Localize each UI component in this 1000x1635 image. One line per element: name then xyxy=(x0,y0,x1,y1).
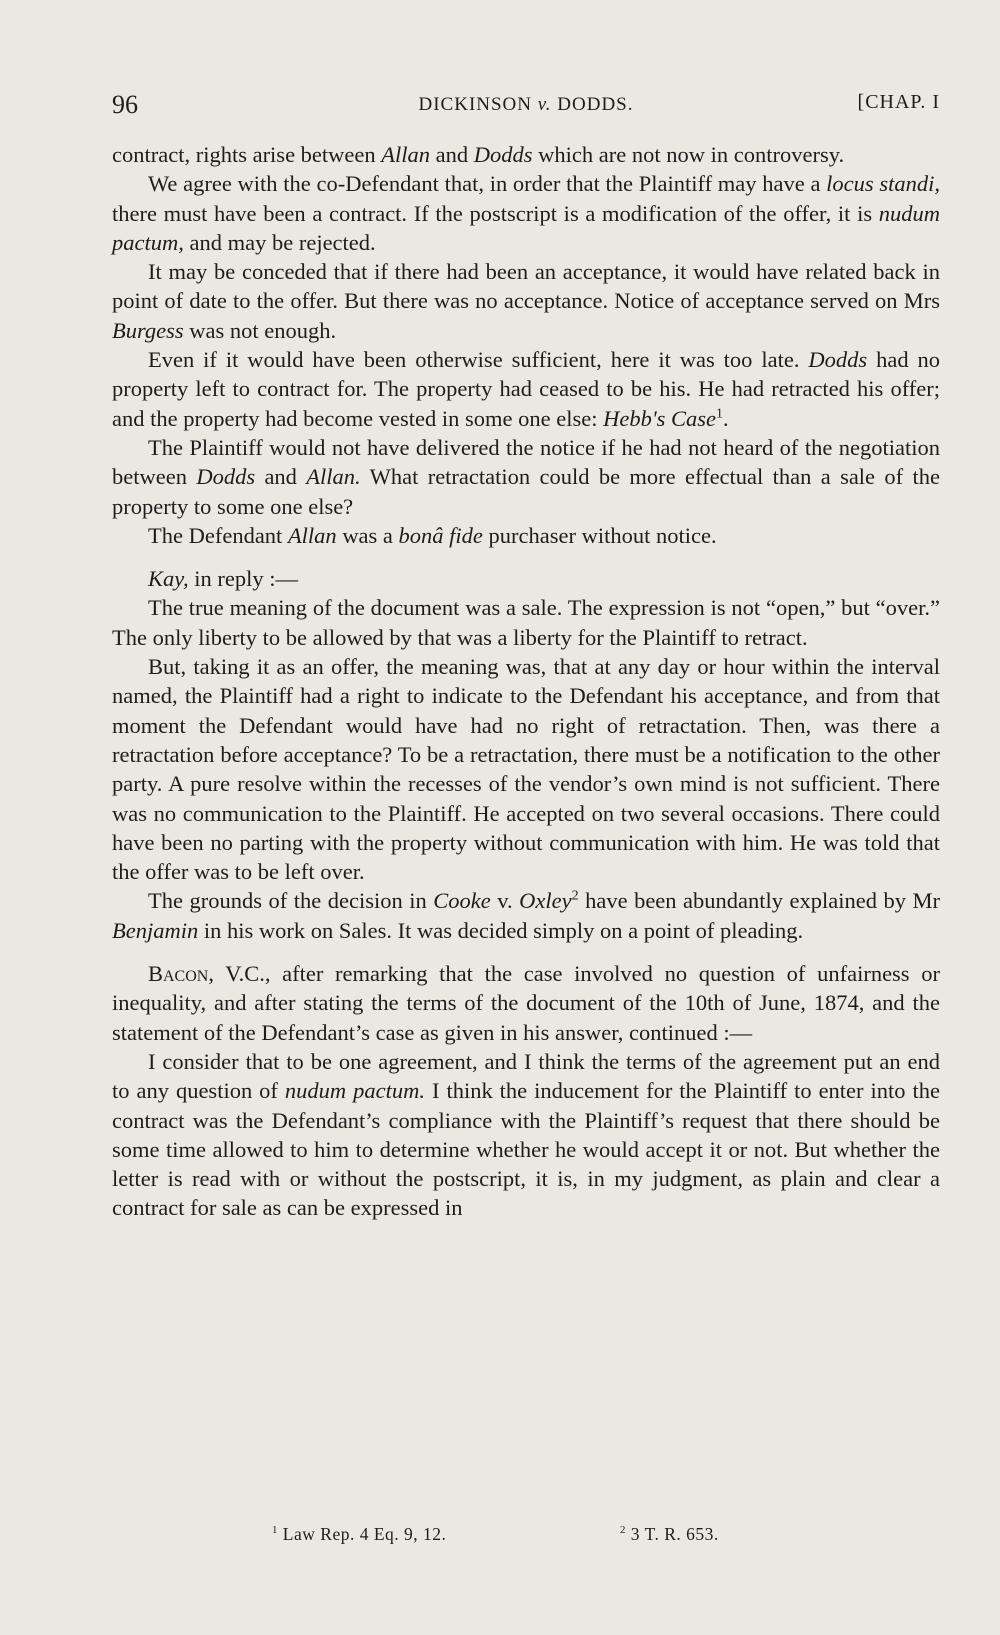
paragraph-11 xyxy=(112,959,940,1047)
text-run: purchaser without notice. xyxy=(482,522,717,548)
running-title-right: DODDS. xyxy=(557,94,634,115)
running-title-left: DICKINSON xyxy=(418,94,532,115)
judge-name: Bacon xyxy=(148,961,209,987)
paragraph-3 xyxy=(112,257,940,345)
text-run: had no property left to contract for. The property had ceased to be his. He had retracted his offer; and the property had become vested in some one else: xyxy=(112,347,940,431)
footnote-1 xyxy=(272,1524,446,1545)
text-run: Even if it would have been otherwise sufficient, here it was too late. xyxy=(148,347,809,373)
case-party: Oxley xyxy=(519,888,572,914)
paragraph-6 xyxy=(112,521,940,550)
footnote-2-mark: 2 xyxy=(620,1524,626,1537)
text-run: I consider that to be one agreement, and I think the terms of the agreement put an end to any question of xyxy=(112,1048,940,1104)
text-run: which are not now in controversy. xyxy=(532,142,845,167)
case-citation: Hebb's Case xyxy=(603,405,717,431)
footnote-2 xyxy=(620,1524,719,1545)
text-run: was not enough. xyxy=(183,317,337,343)
text-run: We agree with the co-Defendant that, in order that the Plaintiff may have a xyxy=(148,171,827,197)
text-run: and xyxy=(430,142,474,167)
text-run: in his work on Sales. It was decided simply on a point of pleading. xyxy=(198,917,804,943)
latin-term: locus standi, xyxy=(826,171,940,197)
running-head xyxy=(112,86,940,126)
party-name: Dodds xyxy=(808,347,868,373)
paragraph-9: But, taking it as an offer, the meaning was, that at any day or hour within the interval named, the Plaintiff had a right to indicate to the Defendant his acceptance, and from that moment the Defendant would have had no right of retractation. Then, was there a retractation before acceptance? To be a retractation, there must be a notification to the other party. A pure resolve within the recesses of the vendor’s own mind is not sufficient. There was no communication to the Plaintiff. He accepted on two several occasions. There could have been no parting with the property without communication with him. He was told that the offer was to be left over. xyxy=(112,654,940,885)
text-run: The Defendant xyxy=(148,522,288,548)
footnote-marker-1: 1 xyxy=(716,406,723,422)
body-text xyxy=(112,140,940,1223)
footnote-2-text: 3 T. R. 653. xyxy=(625,1524,719,1544)
paragraph-2 xyxy=(112,169,940,257)
chapter-reference: [CHAP. I xyxy=(857,91,940,113)
text-run: was a xyxy=(336,522,399,548)
text-run: v. xyxy=(490,888,520,914)
party-name: Allan xyxy=(381,142,431,167)
text-run: contract, rights arise between xyxy=(112,142,382,167)
party-name: Dodds xyxy=(473,142,533,167)
latin-term: bonâ fide xyxy=(398,522,483,548)
latin-term: nudum pactum. xyxy=(284,1078,425,1104)
counsel-name: Kay, xyxy=(148,566,189,592)
party-name: Dodds xyxy=(196,464,256,490)
footnote-marker-2: 2 xyxy=(571,888,579,904)
page-number: 96 xyxy=(112,90,138,119)
footnote-1-mark: 1 xyxy=(272,1524,278,1537)
text-run: and may be rejected. xyxy=(183,229,376,255)
text-run: there must have been a contract. If the postscript is a modification of the offer, it is xyxy=(112,200,879,226)
text-run: The Plaintiff would not have delivered the notice if he had not heard of the negotiation between xyxy=(112,434,940,490)
case-party: Cooke xyxy=(433,888,491,914)
party-name: Burgess xyxy=(112,317,184,343)
paragraph-10 xyxy=(112,886,940,945)
text-run: have been abundantly explained by Mr xyxy=(578,888,941,914)
paragraph-7 xyxy=(112,564,940,593)
party-name: Allan xyxy=(287,522,337,548)
paragraph-12 xyxy=(112,1047,940,1223)
text-run: I think the inducement for the Plaintiff to enter into the contract was the Defendant’s compliance with the Plaintiff’s request that there should be some time allowed to him to determine whether he would accept it or not. But whether the letter is read with or without the postscript, it is, in my judgment, as plain and clear a contract for sale as can be expressed in xyxy=(112,1078,940,1221)
text-run: , V.C., after remarking that the case involved no question of unfairness or inequality, and after stating the terms of the document of the 10th of June, 1874, and the statement of the Defendant’s case as given in his answer, continued :— xyxy=(112,961,940,1045)
running-title-v: v. xyxy=(537,94,552,115)
latin-term: nudum pactum, xyxy=(112,200,940,255)
text-run: What retractation could be more effectual than a sale of the property to some one else? xyxy=(112,464,940,519)
text-run: . xyxy=(723,405,729,431)
party-name: Allan. xyxy=(306,464,361,490)
paragraph-1 xyxy=(112,140,940,169)
footnote-1-text: Law Rep. 4 Eq. 9, 12. xyxy=(277,1524,447,1544)
running-title xyxy=(112,94,940,116)
paragraph-5 xyxy=(112,433,940,521)
text-run: and xyxy=(255,464,307,490)
text-run: in reply :— xyxy=(188,566,298,592)
author-name: Benjamin xyxy=(112,917,199,943)
text-run: The grounds of the decision in xyxy=(148,888,434,914)
paragraph-4 xyxy=(112,345,940,433)
paragraph-8: The true meaning of the document was a sale. The expression is not “open,” but “over.” The only liberty to be allowed by that was a liberty for the Plaintiff to retract. xyxy=(112,595,940,650)
text-run: It may be conceded that if there had been an acceptance, it would have related back in point of date to the offer. But there was no acceptance. Notice of acceptance served on Mrs xyxy=(112,259,940,314)
